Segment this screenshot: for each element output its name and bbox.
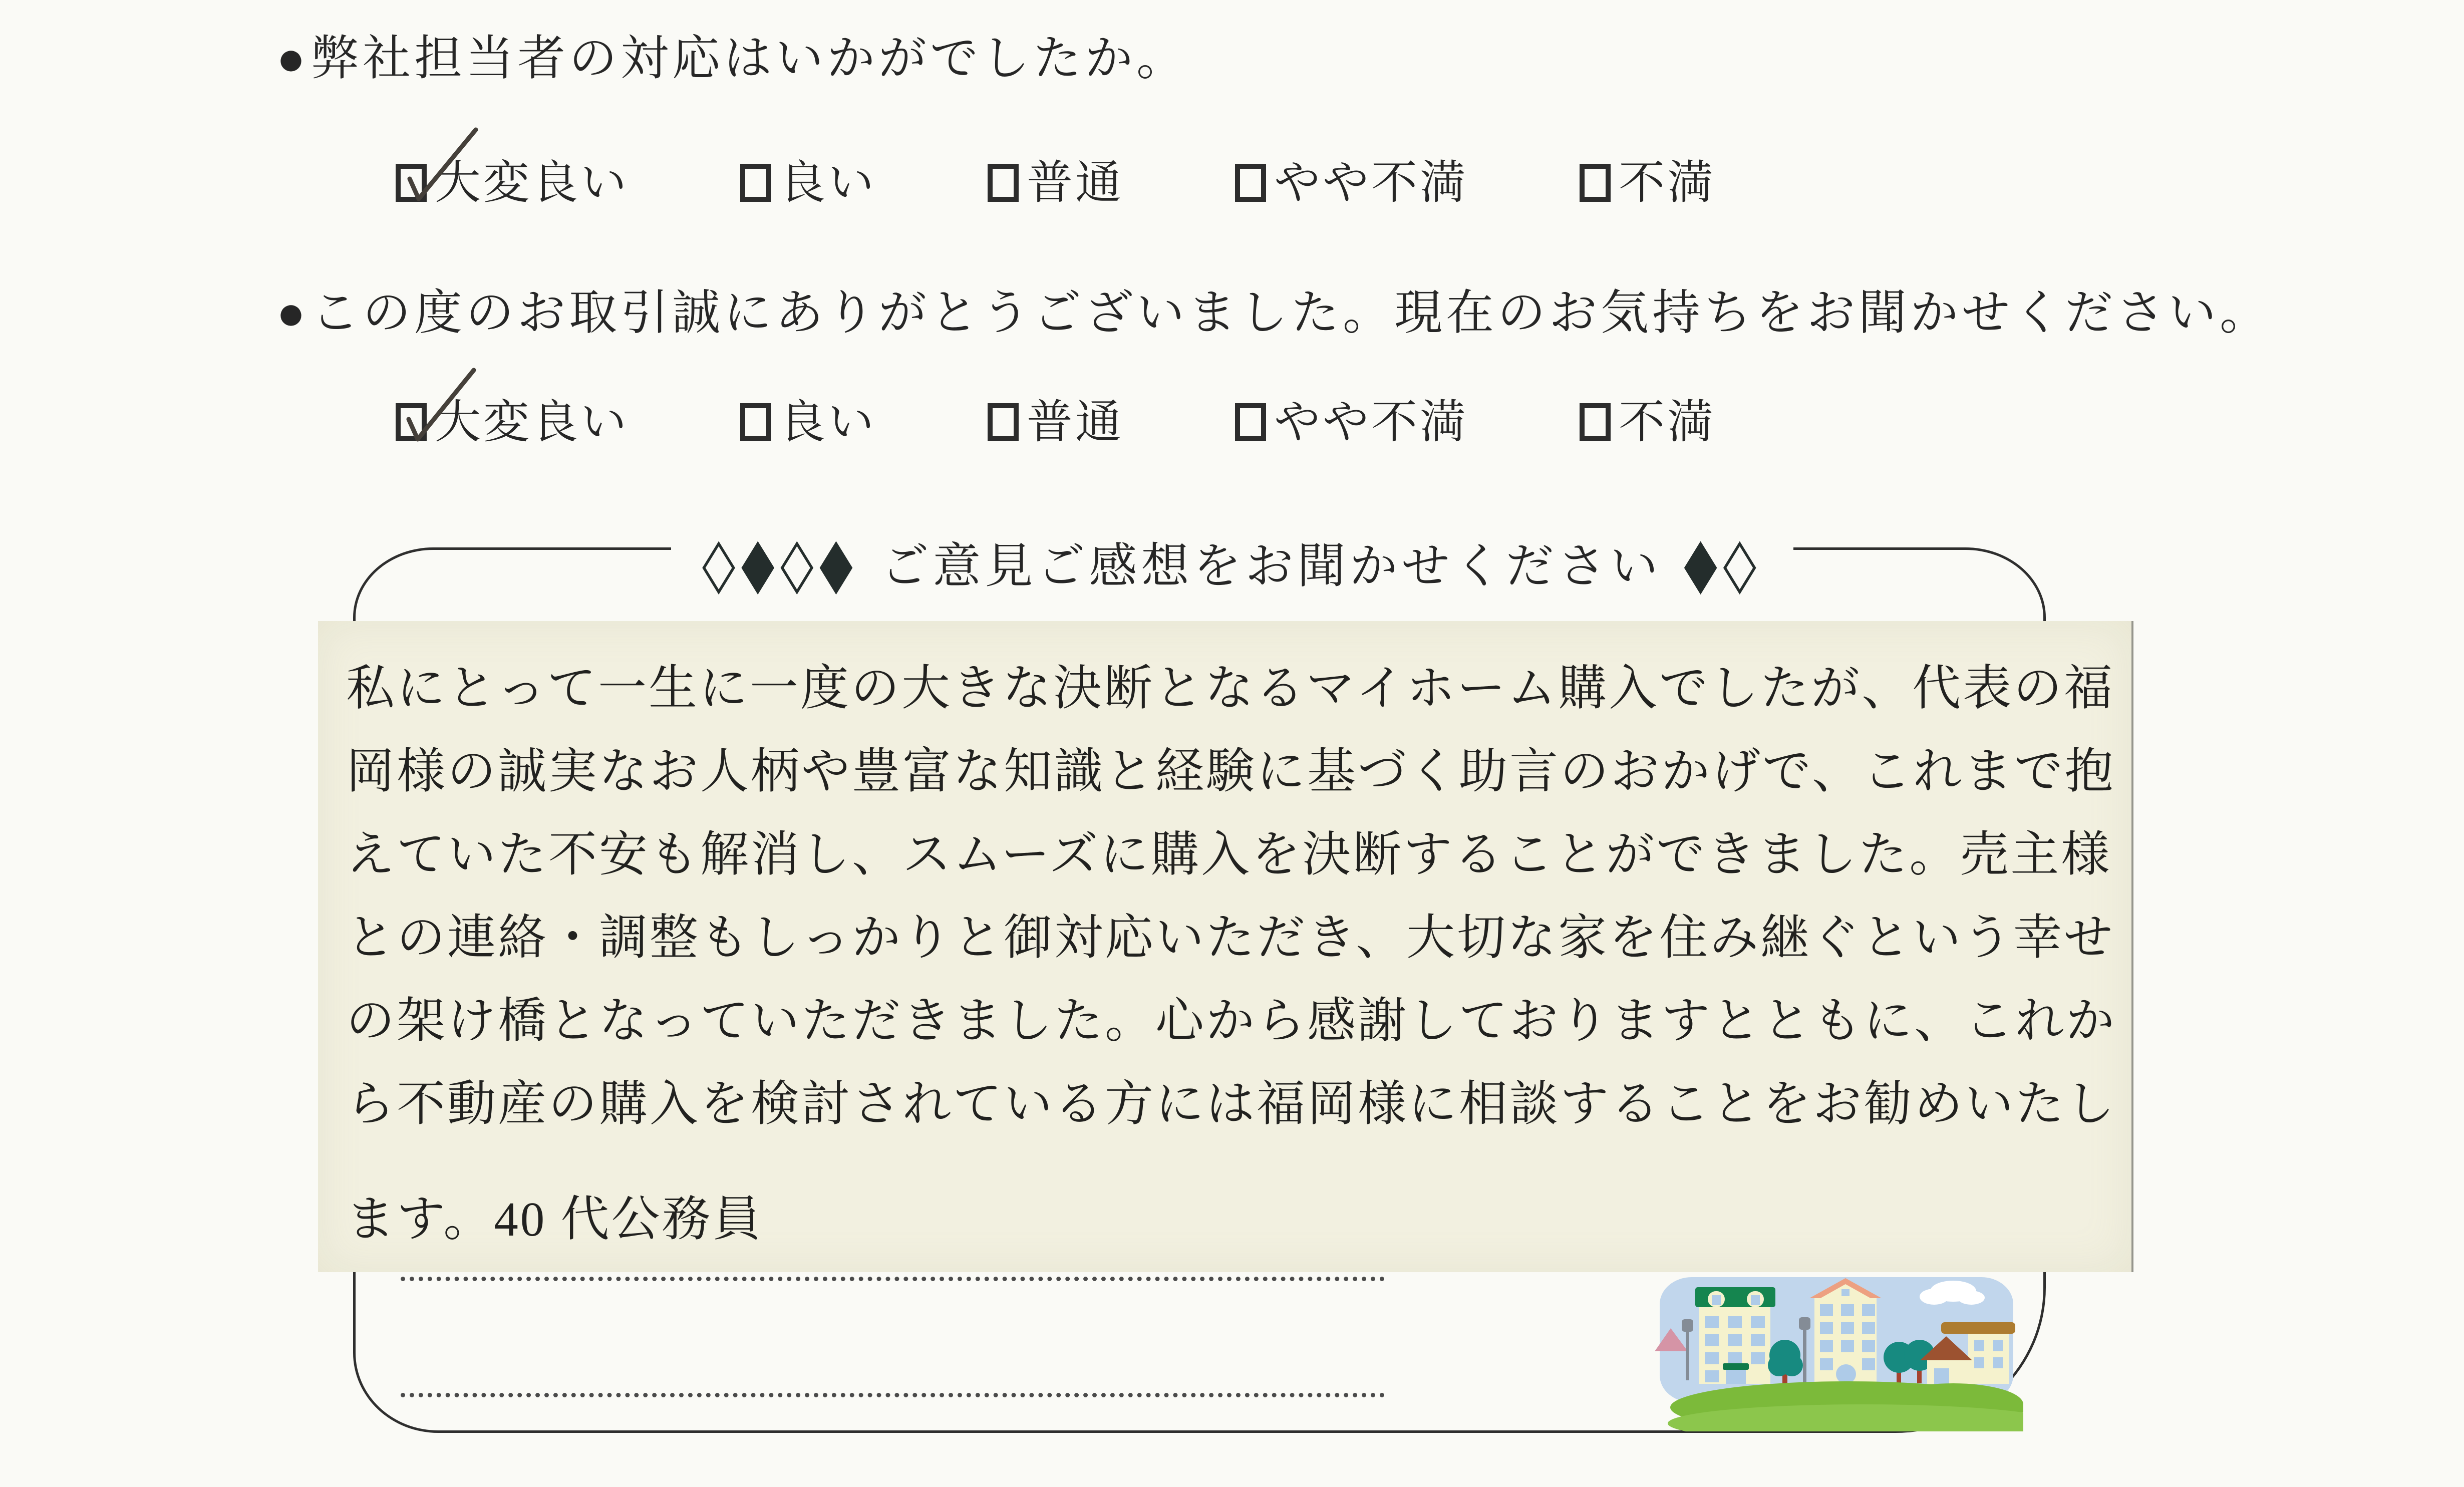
checkbox-q1-normal[interactable] [988, 164, 1019, 202]
testimonial-line: 岡様の誠実なお人柄や豊富な知識と経験に基づく助言のおかげで、これまで抱 [346, 745, 2116, 798]
option-q1-very-good[interactable] [396, 150, 629, 215]
question-1 [276, 21, 1188, 96]
apartment-building-left [1695, 1287, 1775, 1384]
option-label: 不満 [1619, 157, 1716, 208]
option-q2-good[interactable] [740, 390, 876, 455]
option-q2-very-good[interactable] [396, 390, 629, 455]
checkbox-q1-very-good-checked[interactable] [396, 164, 427, 202]
option-q1-dissatisfied[interactable] [1580, 150, 1716, 215]
testimonial-line: 私にとって一生に一度の大きな決断となるマイホーム購入でしたが、代表の福 [346, 662, 2115, 715]
comment-frame-title [671, 518, 1793, 606]
option-q1-normal[interactable] [988, 150, 1124, 215]
option-label: やや不満 [1274, 157, 1469, 208]
option-label: やや不満 [1274, 397, 1469, 448]
arched-door [1836, 1364, 1856, 1384]
town-illustration-svg [1653, 1276, 2023, 1431]
writing-line-2 [401, 1393, 1385, 1397]
comment-title-text: ご意見ご感想をお聞かせください [880, 539, 1662, 593]
question-1-options [396, 150, 1716, 215]
option-label: 普通 [1027, 397, 1124, 448]
option-label: 不満 [1619, 397, 1716, 448]
checkbox-q1-dissatisfied[interactable] [1580, 164, 1611, 202]
handwritten-checkmark [395, 360, 485, 460]
town-illustration [1653, 1276, 2023, 1431]
option-label: 大変良い [435, 157, 630, 208]
option-label: 普通 [1027, 157, 1124, 208]
question-2 [276, 275, 2271, 351]
testimonial-line: ら不動産の購入を検討されている方には福岡様に相談することをお勧めいたし [346, 1077, 2116, 1131]
question-2-text: この度のお取引誠にありがとうございました。現在のお気持ちをお聞かせください。 [311, 286, 2271, 340]
checkbox-q1-slightly-dissatisfied[interactable] [1235, 164, 1266, 202]
diamond-ornament-right: ◆◇ [1684, 523, 1762, 602]
option-q1-good[interactable] [740, 150, 876, 215]
question-1-text: 弊社担当者の対応はいかがでしたか。 [311, 32, 1188, 85]
testimonial-text [318, 621, 2131, 1261]
question-2-options [396, 390, 1716, 455]
option-q2-dissatisfied[interactable] [1580, 390, 1716, 455]
bullet-icon: ● [276, 286, 309, 340]
ochre-roof [1941, 1322, 2015, 1334]
door-awning [1723, 1363, 1749, 1370]
checkbox-q2-very-good-checked[interactable] [396, 403, 427, 441]
handwritten-checkmark [395, 121, 485, 221]
apartment-building-center [1809, 1278, 1882, 1384]
testimonial-line: の架け橋となっていただきました。心から感謝しておりますとともに、これか [346, 994, 2116, 1048]
option-q2-slightly-dissatisfied[interactable] [1235, 390, 1468, 455]
testimonial-signature-line: ます。40 代公務員 [346, 1193, 763, 1246]
entrance-door [1726, 1370, 1746, 1384]
checkbox-q2-good[interactable] [740, 403, 771, 441]
option-label: 大変良い [435, 397, 630, 448]
testimonial-paper [318, 621, 2133, 1272]
option-label: 良い [779, 157, 877, 208]
option-q1-slightly-dissatisfied[interactable] [1235, 150, 1468, 215]
checkbox-q2-slightly-dissatisfied[interactable] [1235, 403, 1266, 441]
checkbox-q2-normal[interactable] [988, 403, 1019, 441]
writing-line-1 [401, 1277, 1385, 1281]
bullet-icon: ● [276, 32, 309, 85]
checkbox-q1-good[interactable] [740, 164, 771, 202]
testimonial-line: との連絡・調整もしっかりと御対応いただき、大切な家を住み継ぐという幸せ [346, 911, 2115, 965]
option-q2-normal[interactable] [988, 390, 1124, 455]
option-label: 良い [779, 397, 877, 448]
testimonial-line: えていた不安も解消し、スムーズに購入を決断することができました。売主様 [346, 828, 2112, 881]
checkbox-q2-dissatisfied[interactable] [1580, 403, 1611, 441]
diamond-ornament-left: ◇◆◇◆ [702, 523, 859, 602]
